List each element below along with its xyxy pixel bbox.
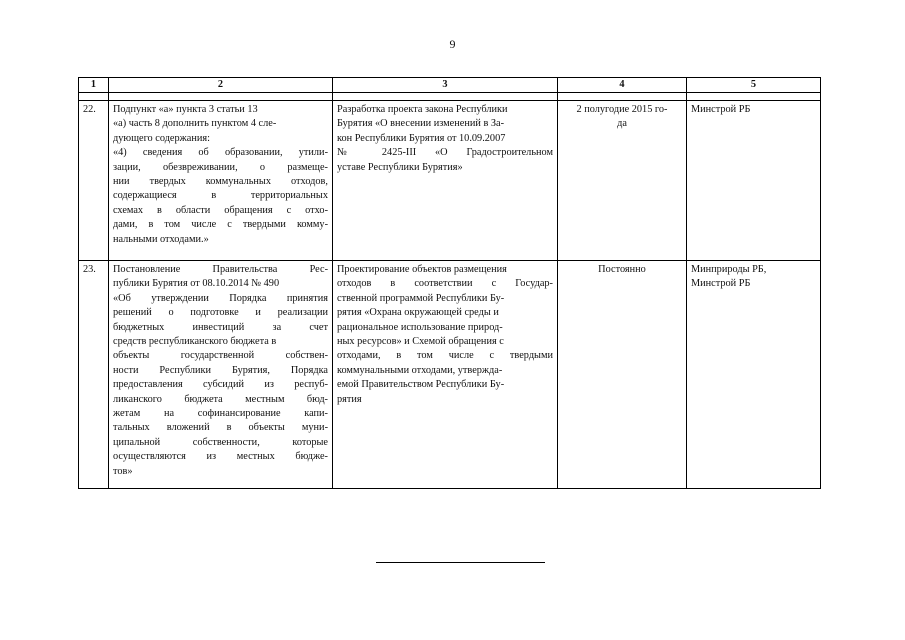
row-responsible	[687, 101, 821, 261]
text-line: «а) часть 8 дополнить пунктом 4 сле-	[113, 118, 277, 130]
row-responsible	[687, 261, 821, 489]
text-line: решений о подготовке и реализации	[113, 307, 328, 319]
text-line: Минстрой РБ	[691, 278, 751, 290]
text-line: жетам на софинансирование капи-	[113, 408, 328, 420]
text-line: нальными отходами.»	[113, 233, 209, 245]
row-number: 23.	[79, 261, 109, 489]
text-line: рятия	[337, 393, 362, 405]
text-line: объекты государственной собствен-	[113, 350, 328, 362]
spacer-row	[79, 93, 821, 101]
row-deadline	[558, 101, 687, 261]
row-legal-provision	[109, 101, 333, 261]
text-line: Проектирование объектов размещения	[337, 264, 507, 275]
text-line: 2 полугодие 2015 го-	[576, 104, 668, 115]
row-number: 22.	[79, 101, 109, 261]
text-line: да	[617, 118, 627, 130]
text-line: № 2425-III «О Градостроительном	[337, 147, 553, 159]
text-line: ных ресурсов» и Схемой обращения с	[337, 336, 504, 348]
text-line: дующего содержания:	[113, 132, 210, 144]
row-measure	[333, 261, 558, 489]
text-line: Постоянно	[598, 264, 646, 275]
header-col-5: 5	[687, 78, 821, 93]
text-line: публики Бурятия от 08.10.2014 № 490	[113, 278, 280, 290]
text-line: емой Правительством Республики Бу-	[337, 379, 505, 391]
text-line: средств республиканского бюджета в	[113, 336, 277, 348]
text-line: Подпункт «а» пункта 3 статьи 13	[113, 104, 258, 115]
text-line: «Об утверждении Порядка принятия	[113, 292, 328, 304]
row-legal-provision	[109, 261, 333, 489]
text-line: отходами, в том числе с твердыми	[337, 350, 553, 362]
text-line: «4) сведения об образовании, утили-	[113, 147, 328, 159]
text-line: коммунальными отходами, утвержда-	[337, 364, 503, 376]
text-line: тов»	[113, 465, 133, 477]
text-line: бюджетных инвестиций за счет	[113, 321, 328, 333]
text-line: Минприроды РБ,	[691, 264, 767, 275]
header-col-1: 1	[79, 78, 109, 93]
text-line: Бурятия «О внесении изменений в За-	[337, 118, 505, 130]
text-line: ственной программой Республики Бу-	[337, 292, 505, 304]
text-line: Постановление Правительства Рес-	[113, 264, 328, 275]
measures-table	[78, 77, 821, 489]
text-line: тальных вложений в объекты муни-	[113, 422, 328, 434]
text-line: уставе Республики Бурятия»	[337, 161, 463, 173]
text-line: Минстрой РБ	[691, 104, 751, 115]
text-line: ности Республики Бурятия, Порядка	[113, 364, 328, 376]
text-line: ципальной собственности, которые	[113, 436, 328, 448]
header-col-4: 4	[558, 78, 687, 93]
text-line: Разработка проекта закона Республики	[337, 104, 508, 115]
text-line: рациональное использование природ-	[337, 321, 503, 333]
text-line: схемах в области обращения с отхо-	[113, 204, 328, 216]
text-line: отходов в соответствии с Государ-	[337, 278, 553, 290]
row-measure	[333, 101, 558, 261]
text-line: осуществляются из местных бюдже-	[113, 451, 328, 463]
table-header-row	[79, 78, 821, 93]
text-line: предоставления субсидий из респуб-	[113, 379, 328, 391]
text-line: ликанского бюджета местным бюд-	[113, 393, 328, 405]
table-row	[79, 261, 821, 489]
header-col-2: 2	[109, 78, 333, 93]
table-row	[79, 101, 821, 261]
page-number: 9	[449, 37, 456, 51]
text-line: зации, обезвреживании, о размеще-	[113, 161, 328, 173]
text-line: содержащиеся в территориальных	[113, 190, 328, 202]
text-line: дами, в том числе с твердыми комму-	[113, 219, 328, 231]
row-deadline	[558, 261, 687, 489]
text-line: нии твердых коммунальных отходов,	[113, 176, 328, 188]
header-col-3: 3	[333, 78, 558, 93]
footer-divider	[376, 562, 545, 563]
text-line: рятия «Охрана окружающей среды и	[337, 307, 499, 319]
text-line: кон Республики Бурятия от 10.09.2007	[337, 132, 506, 144]
